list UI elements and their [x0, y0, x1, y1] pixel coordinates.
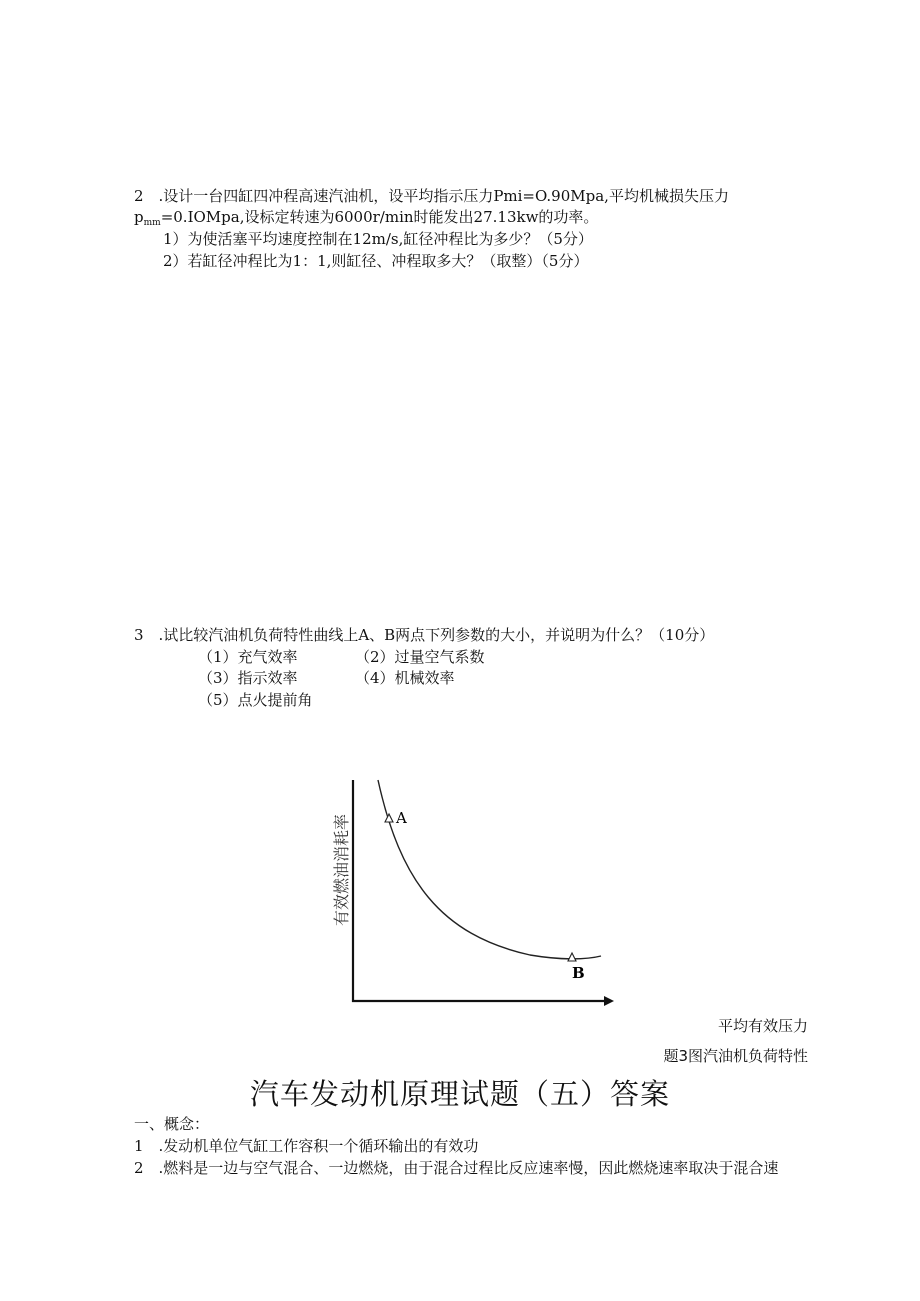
y-axis-label: 有效燃油消耗率 [332, 813, 351, 927]
point-b-label: B [572, 964, 585, 982]
q2-line2-pre: p [134, 208, 144, 226]
point-b-marker [568, 953, 576, 961]
q3-item-4: （4）机械效率 [355, 669, 455, 687]
chart-caption: 题3图汽油机负荷特性 [663, 1047, 808, 1065]
fuel-consumption-curve [378, 780, 601, 959]
answer-item-1: 1 .发动机单位气缸工作容积一个循环输出的有效功 [134, 1137, 479, 1155]
q3-item-1: （1）充气效率 [198, 648, 298, 666]
q3-item-2: （2）过量空气系数 [355, 648, 485, 666]
x-axis-label: 平均有效压力 [717, 1017, 808, 1035]
q2-sub2: 2）若缸径冲程比为1：1,则缸径、冲程取多大？（取整）（5分） [163, 252, 589, 270]
q3-item-5: （5）点火提前角 [198, 691, 313, 709]
q2-sub1: 1）为使活塞平均速度控制在12m∕s,缸径冲程比为多少？（5分） [163, 230, 593, 248]
q3-stem: 3 .试比较汽油机负荷特性曲线上A、B两点下列参数的大小，并说明为什么？（10分） [134, 626, 715, 644]
point-a-marker [385, 814, 393, 822]
answer-title: 汽车发动机原理试题（五）答案 [249, 1077, 670, 1111]
q2-line2-sub: mm [143, 218, 161, 228]
point-a-label: A [396, 809, 407, 827]
q2-line2-post: =0.IOMpa,设标定转速为6000r∕min时能发出27.13kw的功率。 [160, 208, 599, 226]
x-axis-arrow [604, 996, 614, 1006]
answer-section-1: 一、概念： [134, 1115, 210, 1133]
answer-item-2: 2 .燃料是一边与空气混合、一边燃烧，由于混合过程比反应速率慢，因此燃烧速率取决于混合速 [134, 1159, 779, 1177]
q2-line1: 2 .设计一台四缸四冲程高速汽油机，设平均指示压力Pmi=O.90Mpa,平均机械损失压力 [134, 187, 729, 205]
q3-item-3: （3）指示效率 [198, 669, 298, 687]
